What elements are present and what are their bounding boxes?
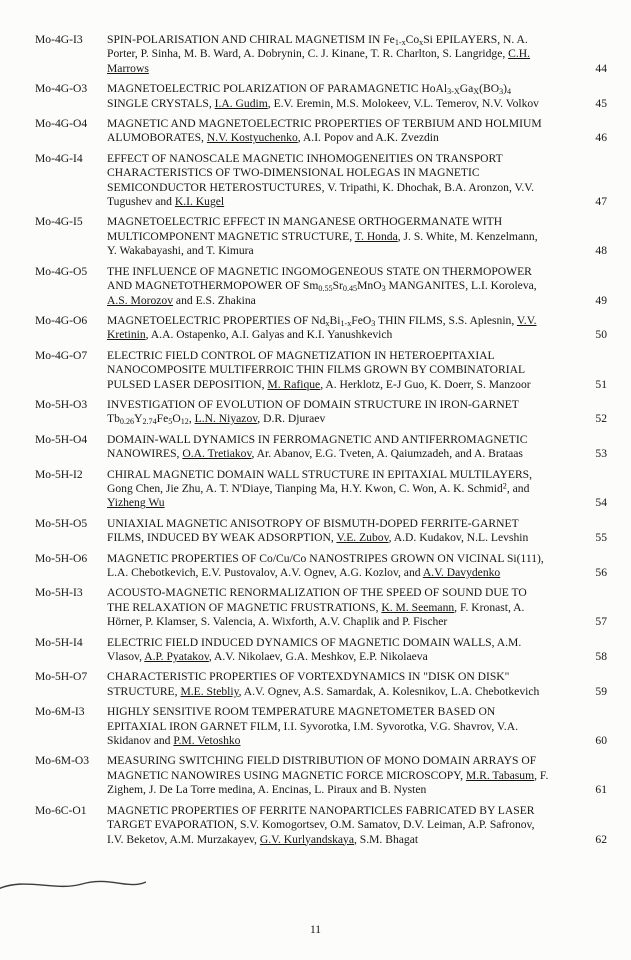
entry-page-number: 44 bbox=[595, 61, 607, 75]
entry-text: MAGNETOELECTRIC POLARIZATION OF PARAMAGNETIC $HoAl_{3-X}Ga_X(BO_3)_4$ SINGLE CRYSTALS, I.A. Gudim, E.V. Eremin, M.S. Molokeev, V.L. Temerov, N.V. Volkov bbox=[107, 82, 539, 110]
entry-code: Mo-5H-I3 bbox=[35, 586, 83, 600]
toc-entry bbox=[35, 152, 607, 210]
entry-text: MAGNETIC PROPERTIES OF FERRITE NANOPARTICLES FABRICATED BY LASER TARGET EVAPORATION, S.V. Komogortsev, O.M. Samatov, D.V. Leiman, A.P. Safronov, I.V. Beketov, A.M. Murzakayev, G.V. Kurlyandskaya, S.M. Bhagat bbox=[107, 803, 535, 846]
entry-text: MAGNETIC PROPERTIES OF Co/Cu/Co NANOSTRIPES GROWN ON VICINAL Si(111), L.A. Chebotkevich, E.V. Pustovalov, A.V. Ognev, A.G. Kozlov, and A.V. Davydenko bbox=[107, 551, 544, 579]
entry-page-number: 51 bbox=[595, 377, 607, 391]
toc-entry bbox=[35, 517, 607, 546]
entry-code: Mo-4G-I5 bbox=[35, 215, 83, 229]
entry-code: Mo-4G-O7 bbox=[35, 348, 88, 362]
toc-entry bbox=[35, 398, 607, 427]
scan-artifact-line bbox=[0, 868, 146, 898]
toc-entry bbox=[35, 33, 607, 76]
entry-text: EFFECT OF NANOSCALE MAGNETIC INHOMOGENEITIES ON TRANSPORT CHARACTERISTICS OF TWO-DIMENSIONAL HOLEGAS IN MAGNETIC SEMICONDUCTOR HETEROSTUCTURES, V. Tripathi, K. Dhochak, B.A. Aronzon, V.V. Tugushev and K.I. Kugel bbox=[107, 151, 535, 209]
entry-code: Mo-4G-I4 bbox=[35, 151, 83, 165]
entry-code: Mo-6M-I3 bbox=[35, 705, 85, 719]
entry-code: Mo-6C-O1 bbox=[35, 803, 87, 817]
entry-page-number: 57 bbox=[595, 615, 607, 629]
toc-entry bbox=[35, 670, 607, 699]
entry-text: SPIN-POLARISATION AND CHIRAL MAGNETISM IN $Fe_{1-x}Co_xSi$ EPILAYERS, N. A. Porter, P. Sinha, M. B. Ward, A. Dobrynin, C. J. Kinane, T. R. Charlton, S. Langridge, C.H. Marrows bbox=[107, 33, 531, 75]
toc-entry bbox=[35, 586, 607, 629]
toc-entry bbox=[35, 82, 607, 111]
entry-code: Mo-5H-O7 bbox=[35, 670, 88, 684]
toc-entry bbox=[35, 215, 607, 258]
entry-text: MAGNETIC AND MAGNETOELECTRIC PROPERTIES OF TERBIUM AND HOLMIUM ALUMOBORATES, N.V. Kostyuchenko, A.I. Popov and A.K. Zvezdin bbox=[107, 117, 542, 145]
toc-entry bbox=[35, 433, 607, 462]
entry-code: Mo-5H-O3 bbox=[35, 397, 88, 411]
entry-page-number: 54 bbox=[595, 496, 607, 510]
entry-code: Mo-4G-O5 bbox=[35, 264, 88, 278]
entry-page-number: 62 bbox=[595, 832, 607, 846]
entry-text: DOMAIN-WALL DYNAMICS IN FERROMAGNETIC AND ANTIFERROMAGNETIC NANOWIRES, O.A. Tretiakov, Ar. Abanov, E.G. Tveten, A. Qaiumzadeh, and A. Brataas bbox=[107, 432, 528, 461]
entry-page-number: 55 bbox=[595, 531, 607, 545]
entry-text: MAGNETOELECTRIC EFFECT IN MANGANESE ORTHOGERMANATE WITH MULTICOMPONENT MAGNETIC STRUCTURE, T. Honda, J. S. White, M. Kenzelmann, Y. Wakabayashi, and T. Kimura bbox=[107, 215, 538, 258]
entry-code: Mo-5H-O5 bbox=[35, 516, 88, 530]
entry-code: Mo-4G-I3 bbox=[35, 33, 83, 46]
entry-text: UNIAXIAL MAGNETIC ANISOTROPY OF BISMUTH-DOPED FERRITE-GARNET FILMS, INDUCED BY WEAK ADSORPTION, V.E. Zubov, A.D. Kudakov, N.L. Levshin bbox=[107, 516, 529, 545]
entry-page-number: 46 bbox=[595, 131, 607, 145]
entry-text: THE INFLUENCE OF MAGNETIC INGOMOGENEOUS STATE ON THERMOPOWER AND MAGNETOTHERMOPOWER OF $Sm_{0.55}Sr_{0.45}MnO_3$ MANGANITES, L.I. Koroleva, A.S. Morozov and E.S. Zhakina bbox=[107, 264, 537, 307]
entry-page-number: 48 bbox=[595, 244, 607, 258]
entry-text: ELECTRIC FIELD CONTROL OF MAGNETIZATION IN HETEROEPITAXIAL NANOCOMPOSITE MULTIFERROIC THIN FILMS GROWN BY COMBINATORIAL PULSED LASER DEPOSITION, M. Rafique, A. Herklotz, E-J Guo, K. Doerr, S. Manzoor bbox=[107, 348, 531, 391]
toc-entry bbox=[35, 804, 607, 847]
entry-page-number: 49 bbox=[595, 293, 607, 307]
entry-page-number: 52 bbox=[595, 412, 607, 426]
entry-page-number: 45 bbox=[595, 96, 607, 110]
entry-text: HIGHLY SENSITIVE ROOM TEMPERATURE MAGNETOMETER BASED ON EPITAXIAL IRON GARNET FILM, I.I. Syvorotka, I.M. Syvorotka, V.G. Shavrov, V.A. Skidanov and P.M. Vetoshko bbox=[107, 705, 518, 748]
toc-entry bbox=[35, 265, 607, 308]
entry-code: Mo-4G-O4 bbox=[35, 117, 88, 131]
entry-code: Mo-5H-I4 bbox=[35, 635, 83, 649]
entry-page-number: 53 bbox=[595, 447, 607, 461]
toc-entry bbox=[35, 636, 607, 665]
toc-entry bbox=[35, 552, 607, 581]
entry-page-number: 58 bbox=[595, 650, 607, 664]
entry-code: Mo-5H-O6 bbox=[35, 551, 88, 565]
toc-entry bbox=[35, 349, 607, 392]
entry-text: ACOUSTO-MAGNETIC RENORMALIZATION OF THE SPEED OF SOUND DUE TO THE RELAXATION OF MAGNETIC FRUSTRATIONS, K. M. Seemann, F. Kronast, A. Hörner, P. Klamser, S. Valencia, A. Wixforth, A.V. Chaplik and P. Fischer bbox=[107, 586, 527, 629]
toc-list bbox=[35, 33, 607, 853]
entry-page-number: 47 bbox=[595, 195, 607, 209]
entry-page-number: 59 bbox=[595, 684, 607, 698]
toc-entry bbox=[35, 468, 607, 511]
page-folio: 11 bbox=[309, 924, 322, 936]
entry-code: Mo-5H-O4 bbox=[35, 432, 88, 446]
entry-code: Mo-4G-O6 bbox=[35, 313, 88, 327]
entry-text: CHARACTERISTIC PROPERTIES OF VORTEXDYNAMICS IN "DISK ON DISK" STRUCTURE, M.E. Stebliy, A.V. Ognev, A.S. Samardak, A. Kolesnikov, L.A. Chebotkevich bbox=[107, 670, 540, 698]
entry-code: Mo-5H-I2 bbox=[35, 467, 83, 481]
toc-entry bbox=[35, 117, 607, 146]
entry-page-number: 50 bbox=[595, 328, 607, 342]
entry-page-number: 60 bbox=[595, 734, 607, 748]
entry-text: MAGNETOELECTRIC PROPERTIES OF $Nd_xBi_{1-x}FeO_3$ THIN FILMS, S.S. Aplesnin, V.V. Kretinin, A.A. Ostapenko, A.I. Galyas and K.I. Yanushkevich bbox=[107, 313, 537, 342]
entry-text: MEASURING SWITCHING FIELD DISTRIBUTION OF MONO DOMAIN ARRAYS OF MAGNETIC NANOWIRES USING MAGNETIC FORCE MICROSCOPY, M.R. Tabasum, F. Zighem, J. De La Torre medina, A. Encinas, L. Piraux and B. Nysten bbox=[107, 754, 549, 797]
entry-page-number: 61 bbox=[595, 783, 607, 797]
entry-page-number: 56 bbox=[595, 566, 607, 579]
entry-text: INVESTIGATION OF EVOLUTION OF DOMAIN STRUCTURE IN IRON-GARNET $Tb_{0.26}Y_{2.74}Fe_5O_{12}$, L.N. Niyazov, D.R. Djuraev bbox=[107, 397, 519, 427]
toc-entry bbox=[35, 314, 607, 343]
entry-code: Mo-6M-O3 bbox=[35, 754, 90, 768]
toc-entry bbox=[35, 705, 607, 748]
entry-text: CHIRAL MAGNETIC DOMAIN WALL STRUCTURE IN EPITAXIAL MULTILAYERS, Gong Chen, Jie Zhu, A. T. N'Diaye, Tianping Ma, H.Y. Kwon, C. Won, A. K. Schmid$^2$, and Yizheng Wu bbox=[107, 467, 533, 510]
entry-code: Mo-4G-O3 bbox=[35, 82, 88, 96]
entry-text: ELECTRIC FIELD INDUCED DYNAMICS OF MAGNETIC DOMAIN WALLS, A.M. Vlasov, A.P. Pyatakov, A.V. Nikolaev, G.A. Meshkov, E.P. Nikolaeva bbox=[107, 635, 522, 664]
toc-entry bbox=[35, 754, 607, 797]
